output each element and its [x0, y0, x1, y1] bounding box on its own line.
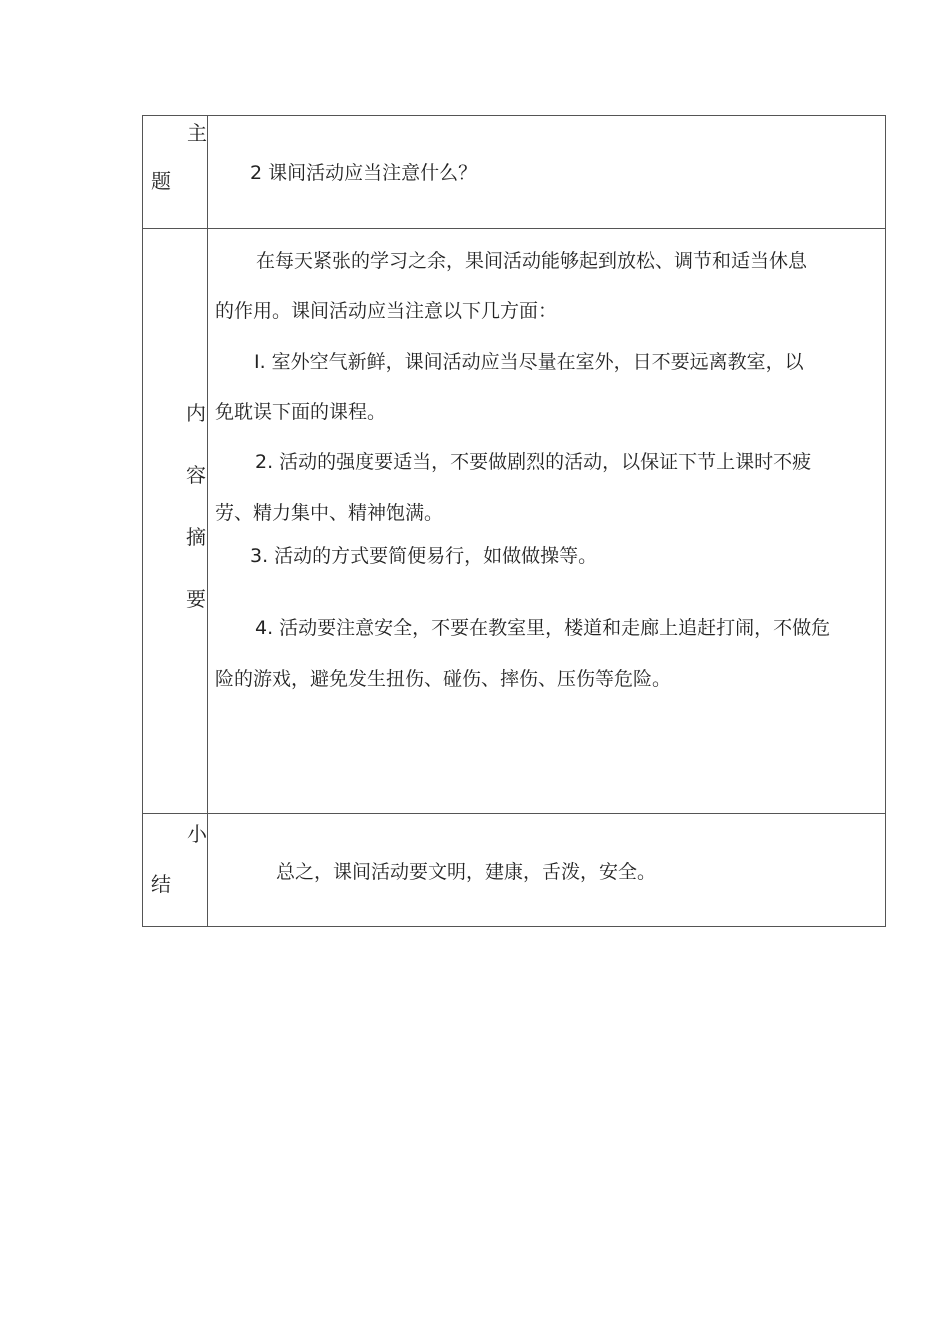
- conclusion-label-cell: [143, 814, 208, 926]
- summary-line-1: 在每天紧张的学习之余，果间活动能够起到放松、调节和适当休息: [256, 250, 808, 272]
- conclusion-label-char-2: 结: [151, 872, 171, 896]
- summary-line-4: 免耽误下面的课程。: [215, 401, 387, 423]
- summary-line-9: 险的游戏，避免发生扭伤、碰伤、摔伤、压伤等危险。: [215, 668, 672, 690]
- topic-label-cell: [143, 116, 208, 228]
- summary-label-cell: [143, 229, 208, 813]
- summary-label-char-1: 内: [186, 401, 206, 425]
- summary-line-6: 劳、精力集中、精神饱满。: [215, 502, 444, 524]
- summary-label-char-4: 要: [186, 587, 206, 611]
- topic-text: 2 课间活动应当注意什么？: [250, 162, 478, 184]
- summary-line-5: 2. 活动的强度要适当，不要做剧烈的活动，以保证下节上课时不疲: [255, 451, 812, 473]
- topic-content-cell: [208, 116, 885, 228]
- topic-label-char-1: 主: [187, 121, 207, 145]
- summary-line-8: 4. 活动要注意安全，不要在教室里，楼道和走廊上追赶打闹，不做危: [255, 617, 831, 639]
- summary-line-2: 的作用。课间活动应当注意以下几方面：: [215, 300, 558, 322]
- conclusion-text: 总之，课间活动要文明，建康，舌泼，安全。: [276, 861, 657, 883]
- topic-label-char-2: 题: [151, 169, 171, 193]
- summary-line-7: 3. 活动的方式要简便易行，如做做操等。: [250, 545, 598, 567]
- summary-content-cell: [208, 229, 885, 813]
- conclusion-content-cell: [208, 814, 885, 926]
- summary-label-char-3: 摘: [186, 525, 206, 549]
- content-table: [142, 115, 886, 927]
- summary-row: [143, 229, 885, 814]
- conclusion-label-char-1: 小: [187, 822, 207, 846]
- summary-line-3: I. 室外空气新鲜，课间活动应当尽量在室外，日不要远离教室，以: [254, 351, 804, 373]
- summary-label-char-2: 容: [186, 463, 206, 487]
- conclusion-row: [143, 814, 885, 926]
- topic-row: [143, 116, 885, 229]
